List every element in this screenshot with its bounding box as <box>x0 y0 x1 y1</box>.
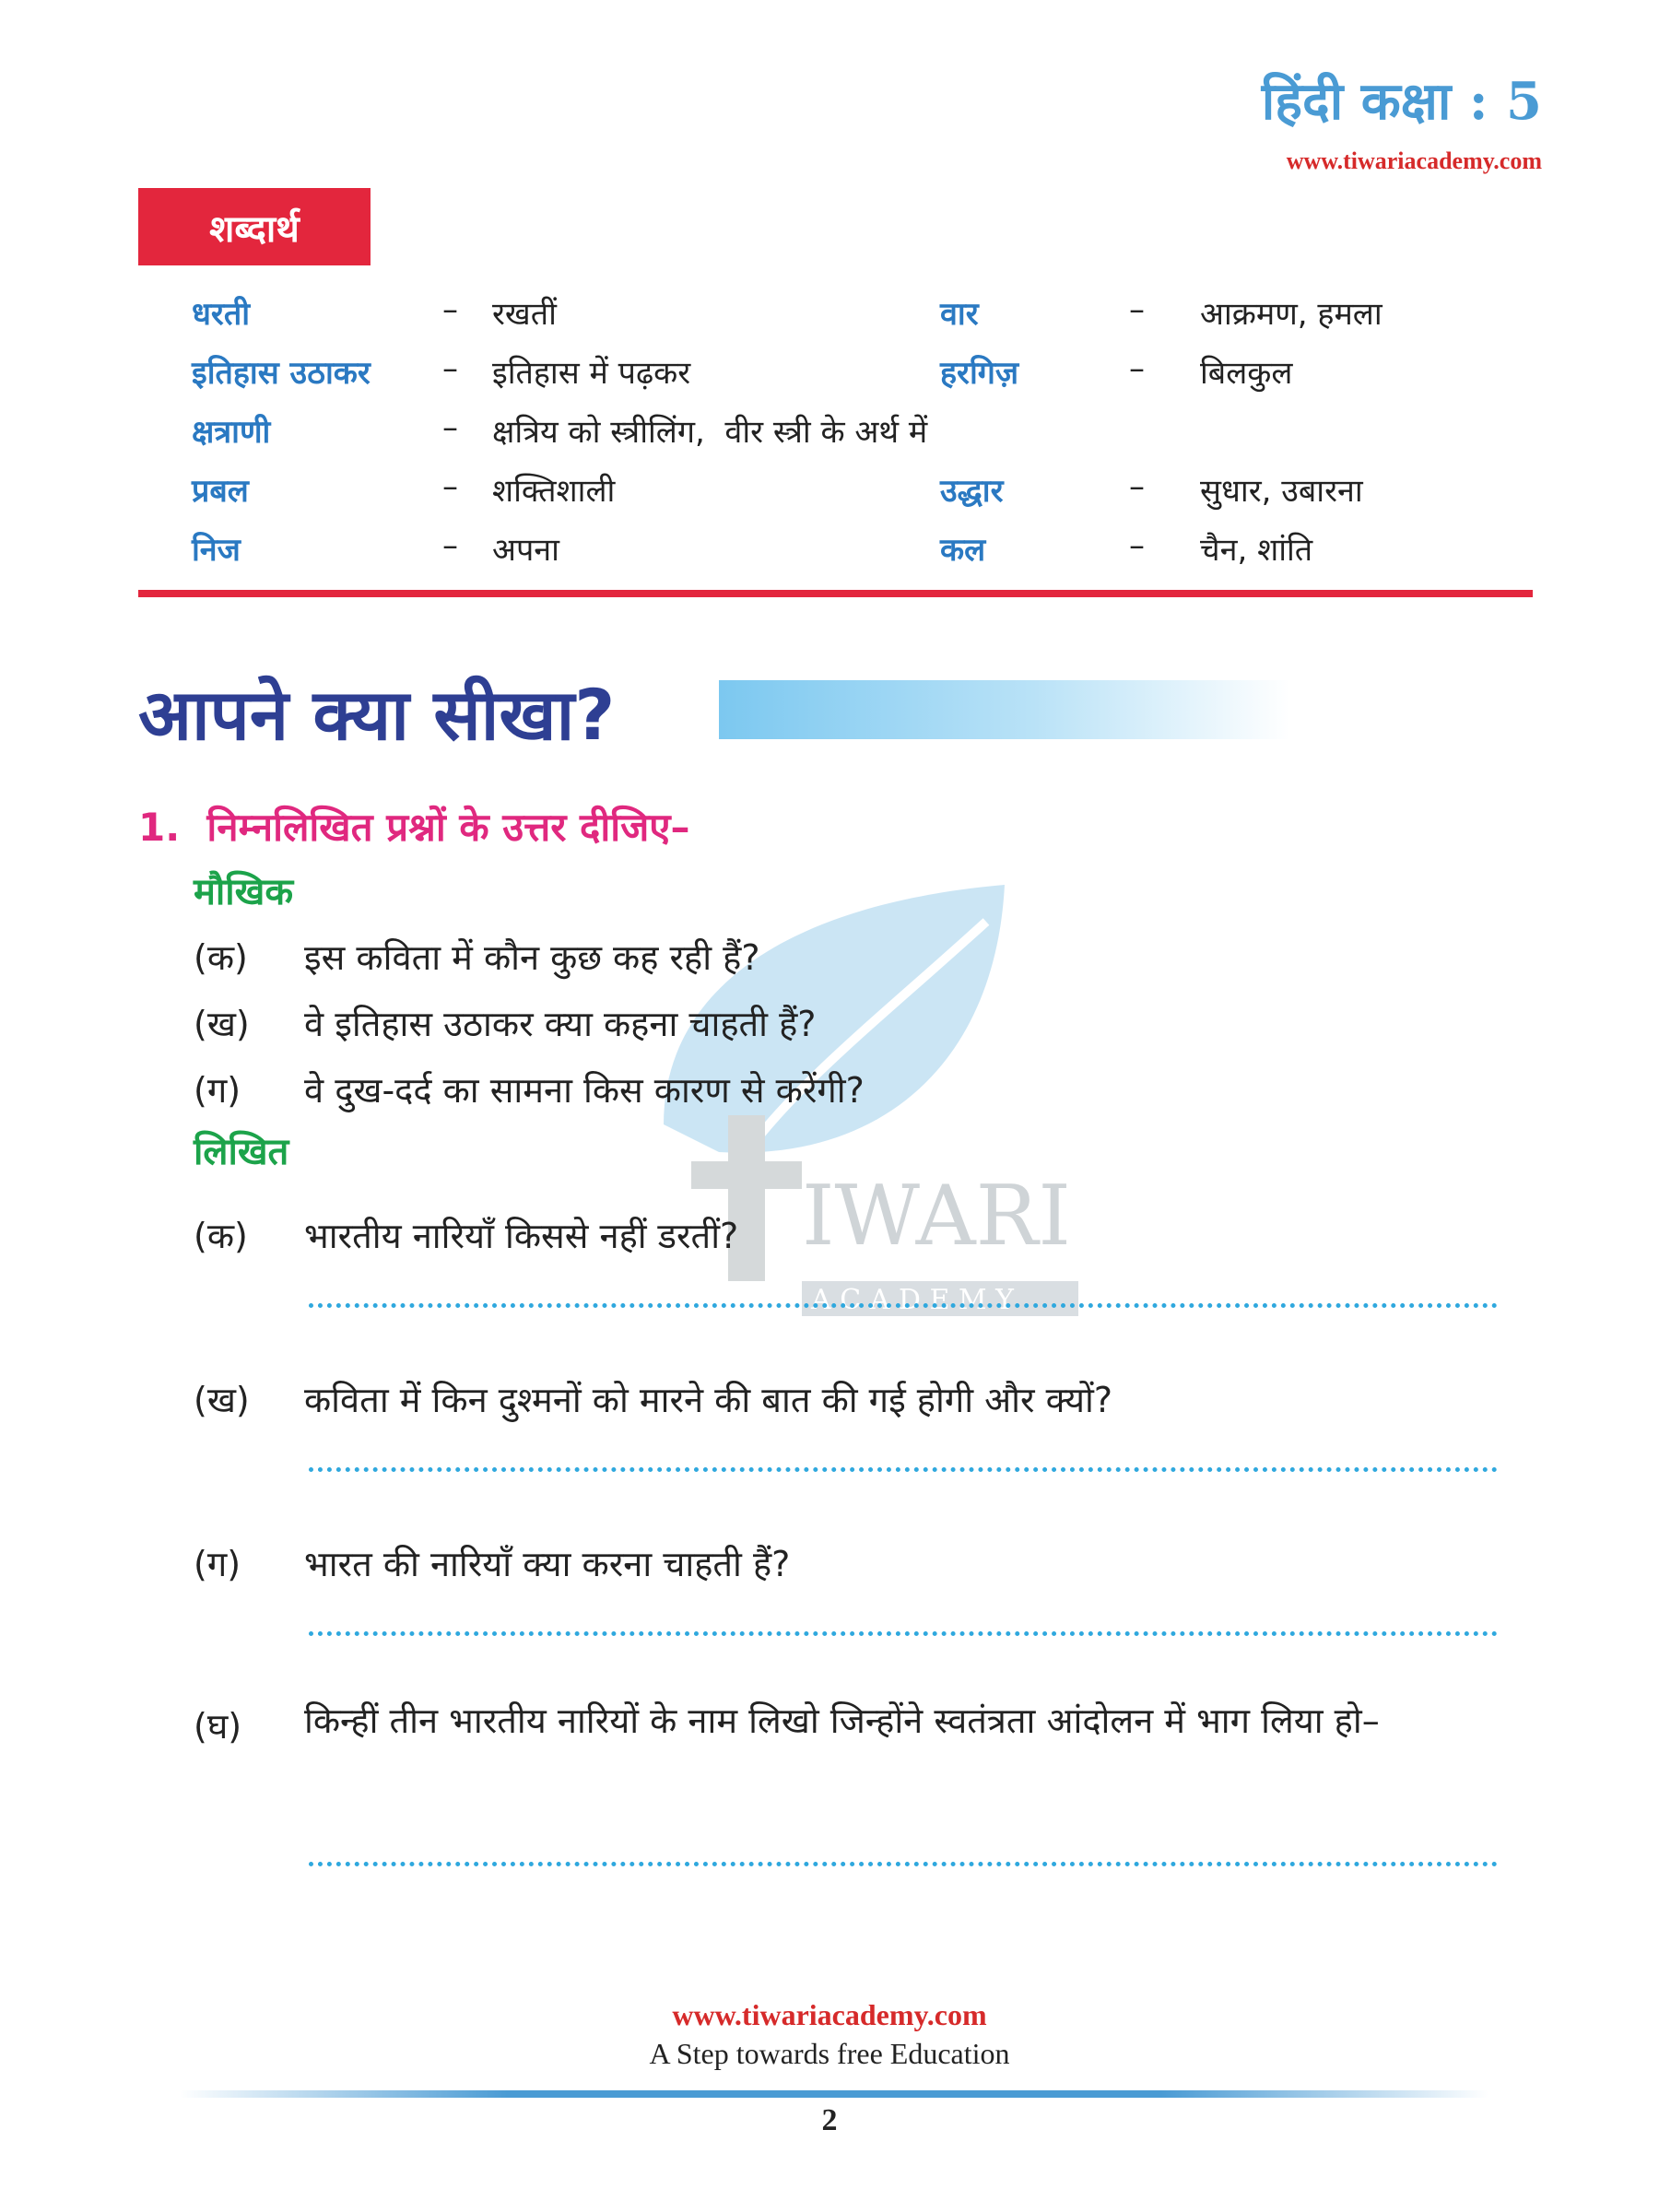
footer-divider <box>180 2090 1488 2098</box>
glossary-term: उद्धार <box>940 473 1004 510</box>
oral-item-mark: (ग) <box>194 1070 241 1111</box>
header-website-link[interactable]: www.tiwariacademy.com <box>1286 147 1542 174</box>
glossary-term: इतिहास उठाकर <box>192 355 371 392</box>
glossary-dash: – <box>442 409 458 446</box>
glossary-meaning: अपना <box>492 532 559 569</box>
footer-website-link[interactable]: www.tiwariacademy.com <box>672 1998 987 2031</box>
answer-line[interactable] <box>309 1303 1498 1308</box>
written-label: लिखित <box>194 1131 289 1173</box>
glossary-meaning: सुधार, उबारना <box>1200 473 1363 510</box>
glossary-dash: – <box>1129 468 1145 505</box>
answer-line[interactable] <box>309 1862 1498 1866</box>
glossary-term: कल <box>940 532 986 569</box>
footer-tagline: A Step towards free Education <box>649 2037 1010 2070</box>
written-item-text: भारत की नारियाँ क्या करना चाहती हैं? <box>304 1544 791 1584</box>
glossary-term: धरती <box>192 296 251 333</box>
written-item-text: भारतीय नारियाँ किससे नहीं डरतीं? <box>304 1216 739 1256</box>
glossary-term: प्रबल <box>192 473 249 510</box>
book-title: हिंदी कक्षा : 5 <box>1261 71 1542 132</box>
oral-label: मौखिक <box>194 871 294 913</box>
glossary-term: निज <box>192 532 241 569</box>
written-item-text: किन्हीं तीन भारतीय नारियों के नाम लिखो जिन्होंने स्वतंत्रता आंदोलन में भाग लिया हो– <box>304 1700 1380 1741</box>
glossary-term: वार <box>940 296 979 333</box>
glossary-meaning: बिलकुल <box>1200 355 1293 392</box>
glossary-term: क्षत्राणी <box>192 414 271 451</box>
glossary-meaning: रखतीं <box>492 296 557 333</box>
written-item-mark: (ख) <box>194 1380 250 1420</box>
glossary-dash: – <box>442 291 458 328</box>
glossary-dash: – <box>1129 350 1145 387</box>
glossary-meaning: इतिहास में पढ़कर <box>492 355 691 392</box>
written-item-text: कविता में किन दुश्मनों को मारने की बात की गई होगी और क्यों? <box>304 1380 1113 1420</box>
oral-item-text: वे इतिहास उठाकर क्या कहना चाहती हैं? <box>304 1004 817 1044</box>
written-item-mark: (ग) <box>194 1544 241 1584</box>
glossary-dash: – <box>442 468 458 505</box>
glossary-dash: – <box>1129 527 1145 564</box>
glossary-dash: – <box>442 527 458 564</box>
glossary-meaning: चैन, शांति <box>1200 532 1313 569</box>
glossary-dash: – <box>442 350 458 387</box>
section-heading: आपने क्या सीखा? <box>138 674 616 756</box>
oral-item-text: वे दुख-दर्द का सामना किस कारण से करेंगी? <box>304 1070 865 1111</box>
page-number: 2 <box>821 2103 838 2137</box>
written-item-mark: (घ) <box>194 1706 242 1747</box>
glossary-badge: शब्दार्थ <box>138 188 371 265</box>
glossary-dash: – <box>1129 291 1145 328</box>
section-divider <box>138 590 1533 597</box>
answer-line[interactable] <box>309 1631 1498 1636</box>
oral-item-mark: (क) <box>194 937 248 978</box>
question-title: 1. निम्नलिखित प्रश्नों के उत्तर दीजिए– <box>138 805 690 850</box>
oral-item-mark: (ख) <box>194 1004 250 1044</box>
heading-accent-bar <box>719 680 1290 739</box>
glossary-term: हरगिज़ <box>940 355 1019 392</box>
watermark-brand-text: IWARI <box>802 1168 1071 1265</box>
watermark-sub-text: A C A D E M Y <box>811 1284 1014 1316</box>
glossary-meaning: क्षत्रिय को स्त्रीलिंग, वीर स्त्री के अर्थ में <box>492 414 928 451</box>
written-item-mark: (क) <box>194 1216 248 1256</box>
answer-line[interactable] <box>309 1467 1498 1472</box>
glossary-meaning: आक्रमण, हमला <box>1200 296 1382 333</box>
oral-item-text: इस कविता में कौन कुछ कह रही हैं? <box>304 937 760 978</box>
glossary-meaning: शक्तिशाली <box>492 473 616 510</box>
